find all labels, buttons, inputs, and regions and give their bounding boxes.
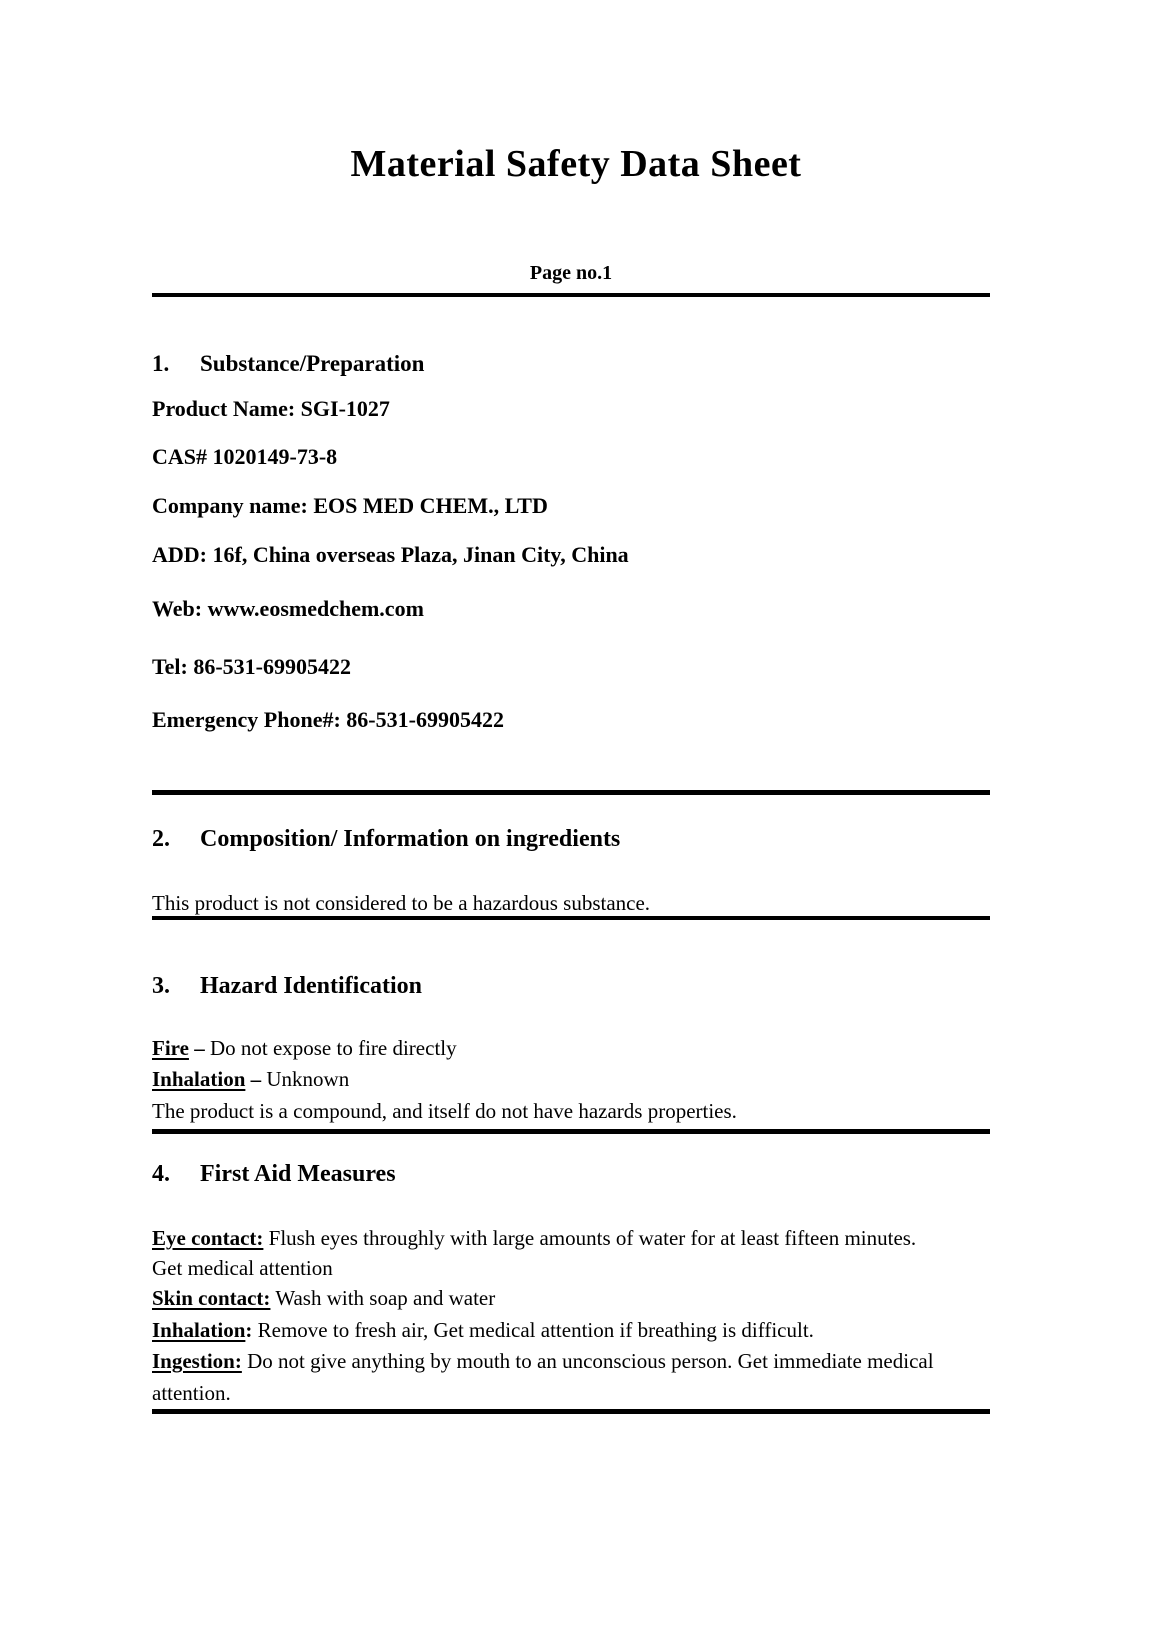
section-2-number: 2. bbox=[152, 826, 170, 852]
section-3-number: 3. bbox=[152, 973, 170, 999]
field-company-name: Company name: EOS MED CHEM., LTD bbox=[152, 493, 548, 518]
section-4-number: 4. bbox=[152, 1161, 170, 1187]
section-divider bbox=[152, 1129, 990, 1134]
label-suffix: : bbox=[245, 1318, 253, 1342]
firstaid-text-continuation: Get medical attention bbox=[152, 1256, 333, 1280]
firstaid-label-inhalation: Inhalation bbox=[152, 1318, 246, 1342]
section-4-title: First Aid Measures bbox=[200, 1161, 396, 1187]
firstaid-text-eye-contact: Flush eyes throughly with large amounts of water for at least fifteen minutes. bbox=[268, 1226, 917, 1250]
hazard-text-inhalation: Unknown bbox=[266, 1067, 350, 1091]
section-divider bbox=[152, 1409, 990, 1414]
firstaid-text-skin-contact: Wash with soap and water bbox=[275, 1286, 496, 1310]
firstaid-label-ingestion: Ingestion: bbox=[152, 1349, 242, 1373]
section-1-number: 1. bbox=[152, 351, 170, 376]
firstaid-item-skin-contact bbox=[152, 1285, 495, 1312]
field-website: Web: www.eosmedchem.com bbox=[152, 596, 424, 621]
dash-separator: – bbox=[188, 1036, 210, 1060]
firstaid-text-inhalation: Remove to fresh air, Get medical attention if breathing is difficult. bbox=[257, 1318, 814, 1342]
hazard-label-inhalation: Inhalation bbox=[152, 1067, 246, 1091]
firstaid-item-eye-contact bbox=[152, 1225, 916, 1252]
firstaid-item-ingestion-continuation bbox=[152, 1380, 231, 1407]
section-2-heading bbox=[152, 824, 620, 854]
hazard-label-fire: Fire bbox=[152, 1036, 189, 1060]
section-divider bbox=[152, 293, 990, 297]
hazard-text-fire: Do not expose to fire directly bbox=[209, 1036, 457, 1060]
section-1-heading bbox=[152, 350, 424, 378]
section-divider bbox=[152, 790, 990, 795]
section-divider bbox=[152, 916, 990, 920]
firstaid-item-eye-contact-continuation bbox=[152, 1255, 333, 1282]
firstaid-label-eye-contact: Eye contact: bbox=[152, 1226, 264, 1250]
firstaid-text-continuation: attention. bbox=[152, 1381, 231, 1405]
field-cas-number: CAS# 1020149-73-8 bbox=[152, 444, 338, 469]
dash-separator: – bbox=[245, 1067, 267, 1091]
hazard-item-inhalation bbox=[152, 1066, 349, 1093]
firstaid-text-ingestion: Do not give anything by mouth to an unconscious person. Get immediate medical bbox=[247, 1349, 934, 1373]
section-2-body-text: This product is not considered to be a hazardous substance. bbox=[152, 891, 651, 915]
hazard-note: The product is a compound, and itself do not have hazards properties. bbox=[152, 1099, 737, 1123]
field-product-name: Product Name: SGI-1027 bbox=[152, 396, 390, 421]
section-4-heading bbox=[152, 1159, 396, 1189]
field-telephone: Tel: 86-531-69905422 bbox=[152, 654, 352, 679]
section-3-title: Hazard Identification bbox=[200, 973, 422, 999]
firstaid-label-skin-contact: Skin contact: bbox=[152, 1286, 271, 1310]
firstaid-item-ingestion bbox=[152, 1348, 934, 1375]
section-2-title: Composition/ Information on ingredients bbox=[200, 826, 621, 852]
page-number-label: Page no.1 bbox=[529, 262, 613, 284]
hazard-item-fire bbox=[152, 1035, 457, 1062]
section-3-heading bbox=[152, 971, 422, 1001]
section-1-title: Substance/Preparation bbox=[200, 351, 425, 376]
field-emergency-phone: Emergency Phone#: 86-531-69905422 bbox=[152, 707, 504, 732]
document-title: Material Safety Data Sheet bbox=[350, 143, 802, 185]
firstaid-item-inhalation bbox=[152, 1317, 814, 1344]
field-address: ADD: 16f, China overseas Plaza, Jinan City, China bbox=[152, 542, 629, 567]
